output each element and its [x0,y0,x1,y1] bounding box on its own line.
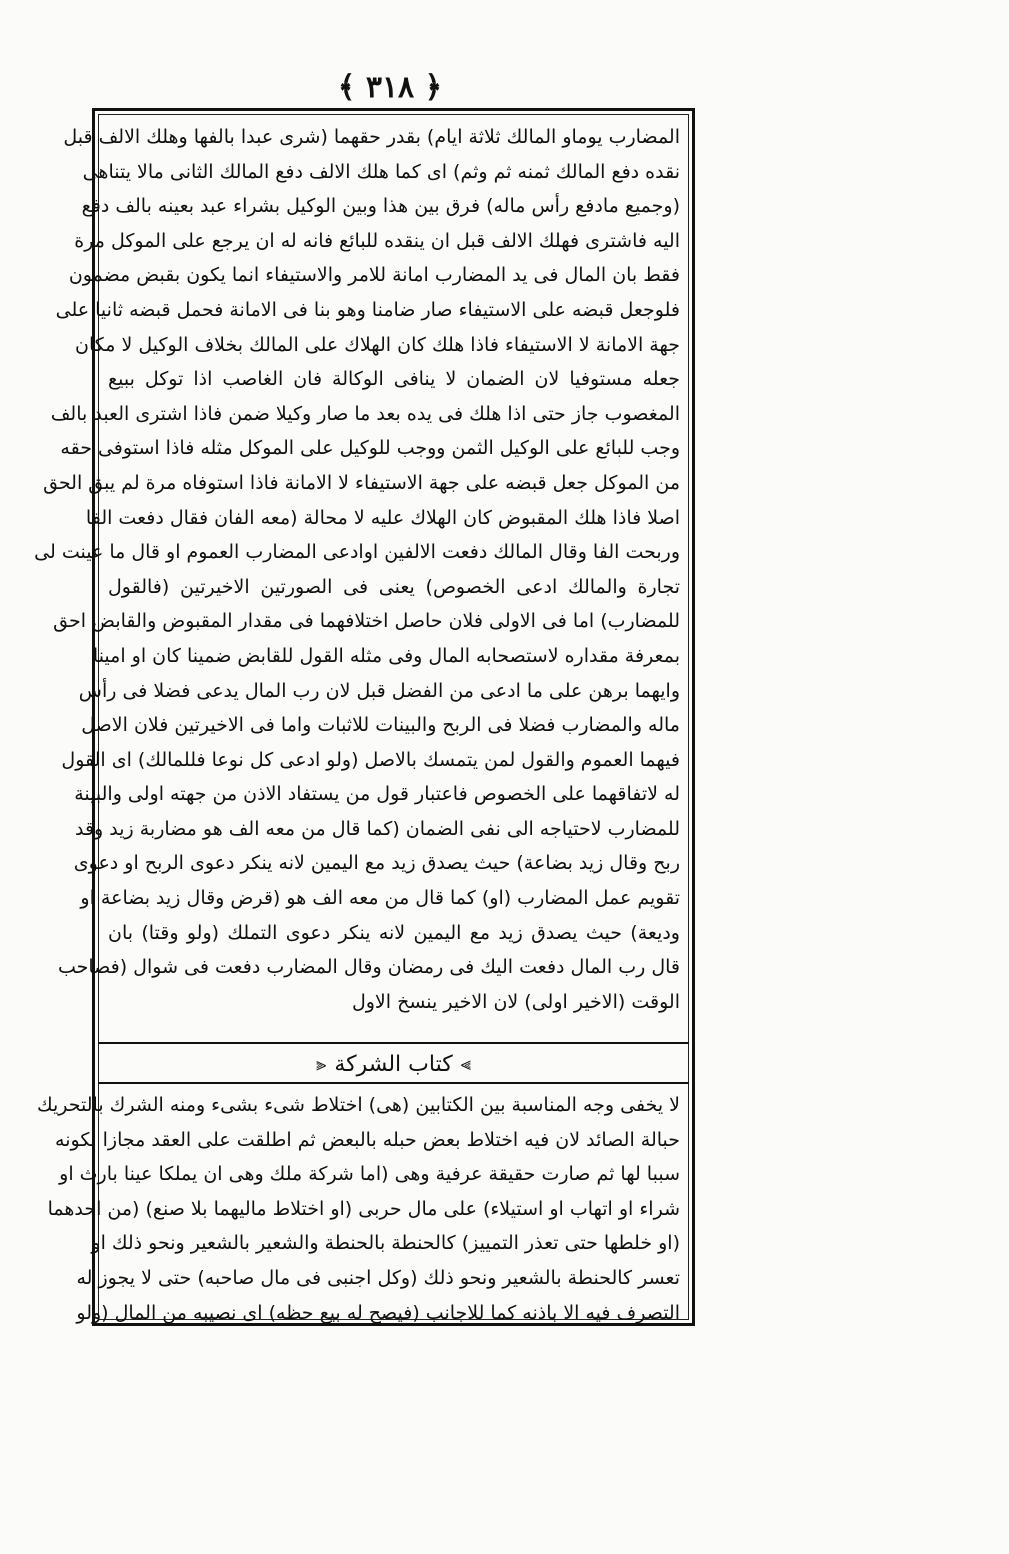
text-line: (وجميع مادفع رأس ماله) فرق بين هذا وبين الوكيل بشراء عبد بعينه بالف دفع [81,195,680,218]
footnote-text-block [36,1088,680,1330]
text-line: قال رب المال دفعت اليك فى رمضان وقال المضارب دفعت فى شوال (فصاحب [57,956,680,979]
text-line: فلوجعل قبضه على الاستيفاء صار ضامنا وهو بنا فى الامانة فحمل قبضه ثانيا على [55,298,680,321]
footnote-line: تعسر كالحنطة بالشعير ونحو ذلك (وكل اجنبى فى مال صاحبه) حتى لا يجوز له [76,1266,680,1289]
text-line: له لاتفاقهما على الخصوص فاعتبار قول من يستفاد الاذن من جهته اولى والبينة [74,783,680,806]
text-line: للمضارب لاحتياجه الى نفى الضمان (كما قال من معه الف هو مضاربة زيد وقد [75,817,680,840]
text-line: فيهما العموم والقول لمن يتمسك بالاصل (ولو ادعى كل نوعا فللمالك) اى القول [61,748,680,771]
text-line: وديعة) حيث يصدق زيد مع اليمين لانه ينكر دعوى التملك (ولو وقتا) بان [108,921,680,944]
text-line: ماله والمضارب فضلا فى الربح والبينات للاثبات واما فى الاخيرتين فلان الاصل [81,714,680,737]
chapter-title: كتاب الشركة [334,1051,453,1077]
text-line: نقده دفع المالك ثمنه ثم وثم) اى كما هلك الالف دفع المالك الثانى مالا يتناهى [82,160,680,183]
text-line: جعله مستوفيا لان الضمان لا ينافى الوكالة فان الغاصب اذا توكل ببيع [108,368,680,391]
footnote-line: حبالة الصائد لان فيه اختلاط بعض حبله بالبعض ثم اطلقت على العقد مجازا لكونه [55,1128,680,1151]
text-line: تقويم عمل المضارب (او) كما قال من معه الف هو (قرض وقال زيد بضاعة او [80,887,680,910]
main-text-block [34,120,680,1019]
text-line: وربحت الفا وقال المالك دفعت الالفين اوادعى المضارب العموم او قال ما عينت لى [34,541,680,564]
text-line: وجب للبائع على الوكيل الثمن ووجب للوكيل على الموكل مثله فاذا استوفى حقه [60,437,680,460]
text-line: بمعرفة مقداره لاستصحابه المال وفى مثله القول للقابض ضمينا كان او امينا [92,644,680,667]
text-line: ربح وقال زيد بضاعة) حيث يصدق زيد مع اليمين لانه ينكر دعوى الربح او دعوى [73,852,680,875]
ornament-right-icon: ⫸ [460,1053,471,1075]
footnote-line: شراء او اتهاب او استيلاء) على مال حربى (او اختلاط ماليهما بلا صنع) (من احدهما [47,1197,680,1220]
text-line: جهة الامانة لا الاستيفاء فاذا هلك كان الهلاك على المالك بخلاف الوكيل لا مكان [75,333,680,356]
footnote-line: لا يخفى وجه المناسبة بين الكتابين (هى) اختلاط شىء بشىء ومنه الشرك بالتحريك [36,1094,680,1116]
text-line: الوقت (الاخير اولى) لان الاخير ينسخ الاول [351,990,680,1013]
text-line: فقط بان المال فى يد المضارب امانة للامر والاستيفاء انما يكون بقبض مضمون [68,264,680,287]
footnote-line: (او خلطها حتى تعذر التمييز) كالحنطة بالحنطة والشعير بالشعير ونحو ذلك او [91,1232,680,1255]
text-line: من الموكل جعل قبضه على جهة الاستيفاء لا الامانة فاذا استوفاه مرة لم يبق الحق [43,471,680,494]
chapter-divider-bottom [98,1082,689,1084]
text-line: المضارب يوماو المالك ثلاثة ايام) بقدر حقهما (شرى عبدا بالفها وهلك الالف قبل [63,126,680,148]
footnote-line: التصرف فيه الا باذنه كما للاجانب (فيصح له بيع حظه) اى نصيبه من المال (ولو [76,1301,680,1324]
text-line: اصلا فاذا هلك المقبوض كان الهلاك عليه لا محالة (معه الفان فقال دفعت الفا [85,506,680,529]
text-line: المغصوب جاز حتى اذا هلك فى يده بعد ما صار وكيلا ضمن فاذا اشترى العبد بالف [50,402,680,425]
chapter-heading [98,1044,689,1084]
text-line: اليه فاشترى فهلك الالف قبل ان ينقده للبائع فانه له ان يرجع على الموكل مرة [74,229,680,252]
page-number: ﴿ ٣١٨ ﴾ [337,70,443,105]
footnote-line: سببا لها ثم صارت حقيقة عرفية وهى (اما شركة ملك وهى ان يملكا عينا بارث او [59,1163,680,1186]
text-line: للمضارب) اما فى الاولى فلان حاصل اختلافهما فى مقدار المقبوض والقابض احق [53,610,680,633]
ornament-left-icon: ⫷ [316,1053,327,1075]
text-line: تجارة والمالك ادعى الخصوص) يعنى فى الصورتين الاخيرتين (فالقول [108,575,680,598]
text-line: وايهما برهن على ما ادعى من الفضل قبل لان رب المال يدعى فضلا فى رأس [78,679,680,702]
